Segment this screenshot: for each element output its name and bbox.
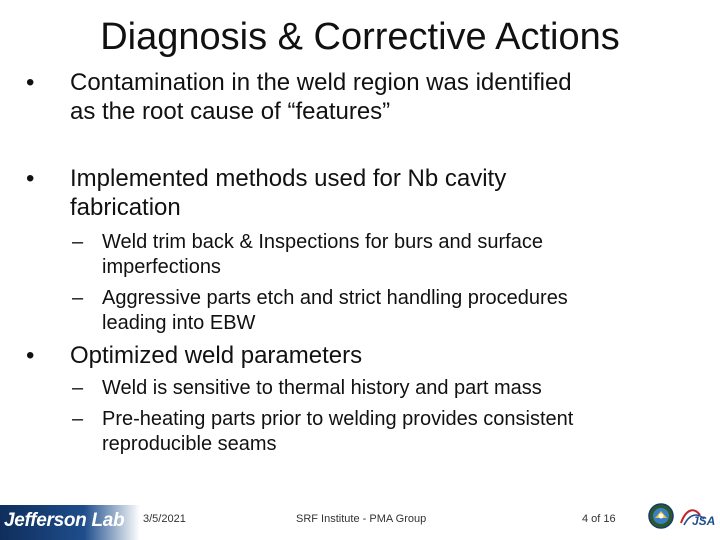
slide-title: Diagnosis & Corrective Actions	[100, 16, 620, 58]
footer-page-number: 4 of 16	[582, 513, 616, 525]
bullet-marker: •	[26, 69, 35, 96]
bullet-item	[26, 341, 700, 370]
bullet-text-line: as the root cause of “features”	[70, 98, 391, 125]
bullet-item	[26, 164, 700, 222]
sub-bullet-item	[72, 407, 702, 457]
bullet-text-line: fabrication	[70, 194, 181, 221]
jefferson-lab-logo: Jefferson Lab	[4, 510, 125, 531]
sub-bullet-text-line: leading into EBW	[102, 312, 256, 334]
sub-bullet-text-line: Aggressive parts etch and strict handling procedures	[102, 287, 568, 309]
sub-bullet-item	[72, 376, 702, 401]
bullet-text-line: Implemented methods used for Nb cavity	[70, 165, 507, 192]
sub-bullet-item	[72, 230, 702, 280]
sub-bullet-text-line: imperfections	[102, 256, 221, 278]
sub-bullet-marker: –	[72, 408, 84, 430]
svg-text:JSA: JSA	[692, 514, 716, 528]
sub-bullet-text-line: reproducible seams	[102, 433, 277, 455]
sub-bullet-marker: –	[72, 377, 84, 399]
sub-bullet-text-line: Weld trim back & Inspections for burs and surface	[102, 231, 543, 253]
sub-bullet-item	[72, 286, 702, 336]
sub-bullet-marker: –	[72, 287, 84, 309]
bullet-marker: •	[26, 342, 35, 369]
bullet-item	[26, 68, 700, 126]
sub-bullet-marker: –	[72, 231, 84, 253]
doe-seal-icon	[648, 503, 674, 529]
jsa-logo-icon	[678, 503, 716, 531]
bullet-marker: •	[26, 165, 35, 192]
footer-center-text: SRF Institute - PMA Group	[296, 513, 427, 525]
bullet-text-line: Contamination in the weld region was identified	[70, 69, 572, 96]
bullet-text-line: Optimized weld parameters	[70, 342, 363, 369]
footer-date: 3/5/2021	[143, 513, 186, 525]
sub-bullet-text-line: Weld is sensitive to thermal history and part mass	[102, 377, 542, 399]
sub-bullet-text-line: Pre-heating parts prior to welding provides consistent	[102, 408, 574, 430]
